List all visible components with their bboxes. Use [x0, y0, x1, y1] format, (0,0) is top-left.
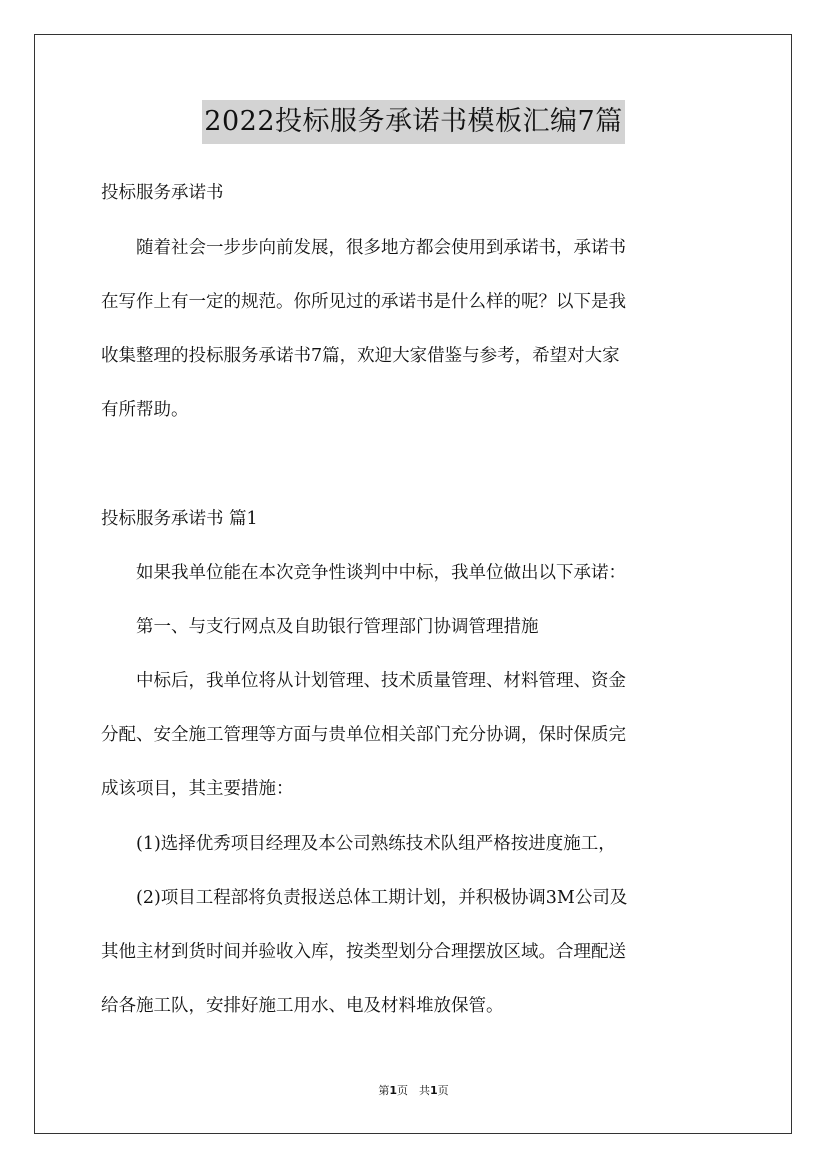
footer-prefix: 第: [378, 1084, 390, 1097]
page-footer: [0, 1082, 827, 1098]
paragraph-line: (1)选择优秀项目经理及本公司熟练技术队组严格按进度施工，: [101, 834, 616, 854]
paragraph-line: 中标后，我单位将从计划管理、技术质量管理、材料管理、资金: [101, 671, 626, 691]
footer-total-pages: 1: [430, 1084, 438, 1097]
section-heading: 投标服务承诺书 篇1: [101, 509, 258, 529]
paragraph-line: 分配、安全施工管理等方面与贵单位相关部门充分协调，保时保质完: [101, 725, 626, 745]
paragraph-line: 收集整理的投标服务承诺书7篇，欢迎大家借鉴与参考，希望对大家: [101, 346, 620, 366]
paragraph-line: 有所帮助。: [101, 400, 189, 420]
paragraph-line: 给各施工队，安排好施工用水、电及材料堆放保管。: [101, 996, 504, 1016]
paragraph-line: 在写作上有一定的规范。你所见过的承诺书是什么样的呢？以下是我: [101, 292, 626, 312]
paragraph-line: 其他主材到货时间并验收入库，按类型划分合理摆放区域。合理配送: [101, 942, 626, 962]
title-container: [0, 100, 827, 144]
paragraph-line: 随着社会一步步向前发展，很多地方都会使用到承诺书，承诺书: [101, 238, 626, 258]
paragraph-line: 第一、与支行网点及自助银行管理部门协调管理措施: [101, 617, 539, 637]
paragraph-line: (2)项目工程部将负责报送总体工期计划，并积极协调3M公司及: [101, 888, 628, 908]
footer-middle: 页 共: [397, 1084, 430, 1097]
footer-suffix: 页: [437, 1084, 449, 1097]
paragraph-line: 成该项目，其主要措施：: [101, 779, 294, 799]
section-heading: 投标服务承诺书: [101, 183, 224, 203]
document-title: 2022投标服务承诺书模板汇编7篇: [202, 100, 624, 144]
paragraph-line: 如果我单位能在本次竞争性谈判中中标，我单位做出以下承诺：: [101, 563, 626, 583]
footer-page-number: 1: [389, 1084, 397, 1097]
